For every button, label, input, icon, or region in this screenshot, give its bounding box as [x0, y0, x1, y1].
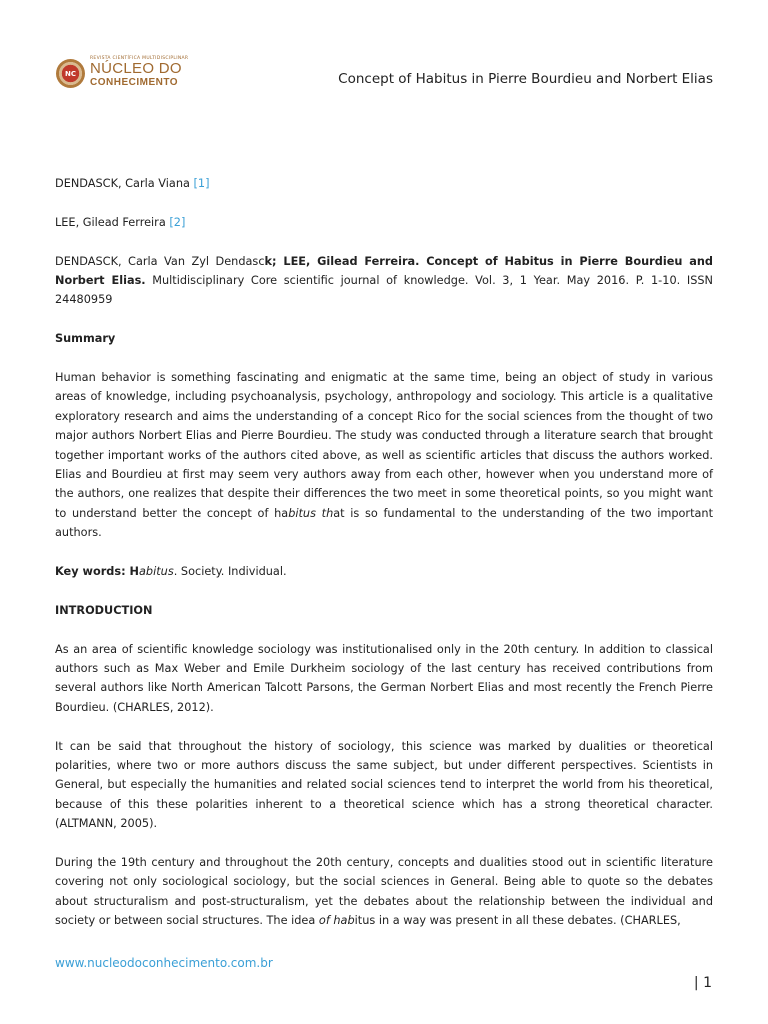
logo-title-top: NÚCLEO DO: [90, 60, 182, 77]
introduction-heading: INTRODUCTION: [55, 603, 153, 617]
author-1-name: DENDASCK, Carla Viana: [55, 177, 190, 190]
author-1: [55, 174, 713, 193]
journal-logo: [56, 56, 206, 92]
author-2-name: LEE, Gilead Ferreira: [55, 215, 166, 229]
author-2-ref-link[interactable]: [2]: [169, 215, 186, 229]
introduction-paragraph-1: As an area of scientific knowledge sociology was institutionalised only in the 20th century. In addition to classical authors such as Max Weber and Emile Durkheim sociology of the last century has received contributions from several authors like North American Talcott Parsons, the German Norbert Elias and most recently the French Pierre Bourdieu. (CHARLES, 2012).: [55, 642, 713, 714]
citation-lead: DENDASCK, Carla Van Zyl Dendasc: [55, 254, 265, 268]
logo-seal-icon: [56, 59, 85, 88]
introduction-paragraph-2: It can be said that throughout the history of sociology, this science was marked by dualities or theoretical polarities, where two or more authors discuss the same subject, but under different perspectives. Scientists in General, but especially the humanities and related social sciences tend to interpret the world from his theoretical, because of this these polarities inherent to a theoretical science which has a strong theoretical character. (ALTMANN, 2005).: [55, 739, 713, 831]
author-1-ref-link[interactable]: [1]: [193, 177, 210, 190]
intro-p3-part-2: itus in a way was present in all these debates. (CHARLES,: [354, 914, 681, 928]
keywords-italic: abitus: [139, 565, 174, 579]
summary-text-part-2: at is so fundamental to the understanding of the two important authors.: [55, 506, 714, 540]
logo-title-bottom: CONHECIMENTO: [90, 77, 179, 88]
citation-rest: Multidisciplinary Core scientific journal of knowledge. Vol. 3, 1 Year. May 2016. P. 1-10. ISSN 24480959: [55, 274, 713, 307]
citation: [55, 252, 713, 310]
summary-text-italic: bitus th: [288, 506, 334, 520]
intro-p3-part-1: During the 19th century and throughout the 20th century, concepts and dualities stood out in scientific literature covering not only sociological sociology, but the social sciences in General. Being able to quote so the debates about structuralism and post-structuralism, yet the debates about the relationship between the individual and society or between social structures. The idea: [55, 856, 713, 928]
summary-text: [55, 368, 713, 543]
keywords-label: Key words: H: [55, 565, 139, 579]
logo-tagline: REVISTA CIENTÍFICA MULTIDISCIPLINAR: [90, 56, 189, 61]
citation-bold: k; LEE, Gilead Ferreira. Concept of Habitus in Pierre Bourdieu and Norbert Elias.: [55, 254, 713, 287]
logo-seal-text: NC: [65, 69, 76, 78]
running-header-title: Concept of Habitus in Pierre Bourdieu and Norbert Elias: [338, 71, 713, 87]
keywords: [55, 562, 713, 581]
author-2: [55, 213, 713, 232]
keywords-rest: . Society. Individual.: [173, 565, 287, 579]
article-body: [55, 174, 713, 950]
footer-website-link[interactable]: www.nucleodoconhecimento.com.br: [55, 956, 273, 970]
intro-p3-italic: of hab: [318, 914, 355, 928]
summary-heading: Summary: [55, 332, 116, 346]
summary-text-part-1: Human behavior is something fascinating and enigmatic at the same time, being an object of study in various areas of knowledge, including psychoanalysis, psychology, anthropology and sociology. This article is a qualitative exploratory research and aims the understanding of a concept Rico for the social sciences from the thought of two major authors Norbert Elias and Pierre Bourdieu. The study was conducted through a literature search that brought together important works of the authors cited above, as well as scientific articles that discuss the authors worked. Elias and Bourdieu at first may seem very authors away from each other, however when you understand more of the authors, one realizes that despite their differences the two meet in some theoretical points, so you might want to understand better the concept of ha: [55, 371, 713, 520]
page-number: | 1: [693, 975, 712, 991]
introduction-paragraph-3: [55, 853, 713, 931]
